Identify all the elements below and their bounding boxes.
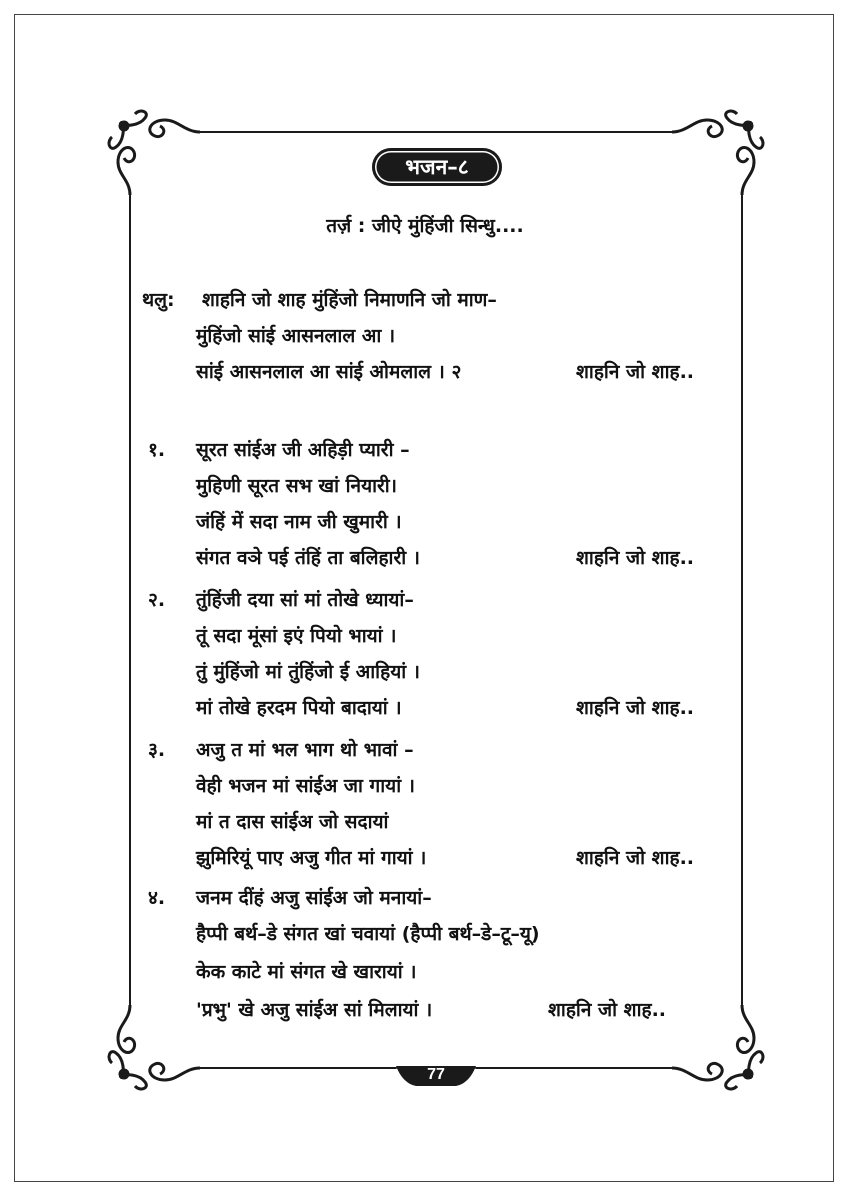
thalu-line-3: सांई आसनलाल आ सांई ओमलाल । २ bbox=[196, 361, 462, 383]
stanza-1-line-2: मुहिणी सूरत सभ खां नियारी। bbox=[196, 475, 397, 497]
stanza-1-line-3: जंहिं में सदा नाम जी खुमारी । bbox=[196, 511, 402, 533]
refrain-stanza-3: शाहनि जो शाह.. bbox=[576, 847, 695, 869]
stanza-3-number: ३. bbox=[148, 739, 166, 761]
stanza-2-number: २. bbox=[148, 589, 166, 611]
refrain-stanza-1: शाहनि जो शाह.. bbox=[576, 547, 695, 569]
stanza-1-line-4: संगत वञे पई तंहिं ता बलिहारी । bbox=[196, 547, 420, 569]
corner-ornament-bottom-right bbox=[672, 1005, 763, 1089]
stanza-3-line-1: अजु त मां भल भाग थो भावां – bbox=[196, 739, 414, 761]
thalu-label: थलु: bbox=[142, 289, 175, 311]
corner-ornament-top-left bbox=[109, 111, 200, 195]
stanza-3-line-4: झुमिरियूं पाए अजु गीत मां गायां । bbox=[196, 847, 427, 869]
stanza-4-line-4: 'प्रभु' खे अजु सांईअ सां मिलायां । bbox=[196, 999, 433, 1021]
stanza-4-number: ४. bbox=[148, 887, 166, 909]
stanza-1-number: १. bbox=[148, 439, 166, 461]
thalu-line-2: मुंहिंजो सांई आसनलाल आ । bbox=[196, 325, 396, 347]
thalu-line-1: शाहनि जो शाह मुंहिंजो निमाणनि जो माण– bbox=[202, 289, 497, 311]
stanza-2-line-1: तुंहिंजी दया सां मां तोखे ध्यायां– bbox=[196, 589, 414, 611]
refrain-stanza-2: शाहनि जो शाह.. bbox=[576, 697, 695, 719]
page-number: 77 bbox=[427, 1066, 445, 1083]
refrain-thalu: शाहनि जो शाह.. bbox=[576, 361, 695, 383]
stanza-3-line-2: वेही भजन मां सांईअ जा गायां । bbox=[196, 775, 415, 797]
refrain-stanza-4: शाहनि जो शाह.. bbox=[548, 999, 667, 1021]
corner-ornament-top-right bbox=[672, 111, 763, 195]
bhajan-title: भजन–८ bbox=[372, 148, 502, 186]
stanza-4-line-2: हैप्पी बर्थ–डे संगत खां चवायां (हैप्पी बर्थ–डे–टू–यू) bbox=[196, 923, 540, 945]
corner-ornament-bottom-left bbox=[109, 1005, 200, 1089]
stanza-4-line-1: जनम दींहं अजु सांईअ जो मनायां– bbox=[196, 887, 432, 909]
stanza-3-line-3: मां त दास सांईअ जो सदायां bbox=[196, 811, 389, 833]
stanza-2-line-3: तुं मुंहिंजो मां तुंहिंजो ई आहियां । bbox=[196, 661, 420, 683]
stanza-4-line-3: केक काटे मां संगत खे खारायां । bbox=[196, 961, 417, 983]
stanza-2-line-4: मां तोखे हरदम पियो बादायां । bbox=[196, 697, 402, 719]
tarz-line: तर्ज़ : जीऐ मुंहिंजी सिन्धु.... bbox=[326, 215, 524, 237]
stanza-2-line-2: तूं सदा मूंसां इएं पियो भायां । bbox=[196, 625, 397, 647]
stanza-1-line-1: सूरत सांईअ जी अहिड़ी प्यारी – bbox=[196, 439, 410, 461]
